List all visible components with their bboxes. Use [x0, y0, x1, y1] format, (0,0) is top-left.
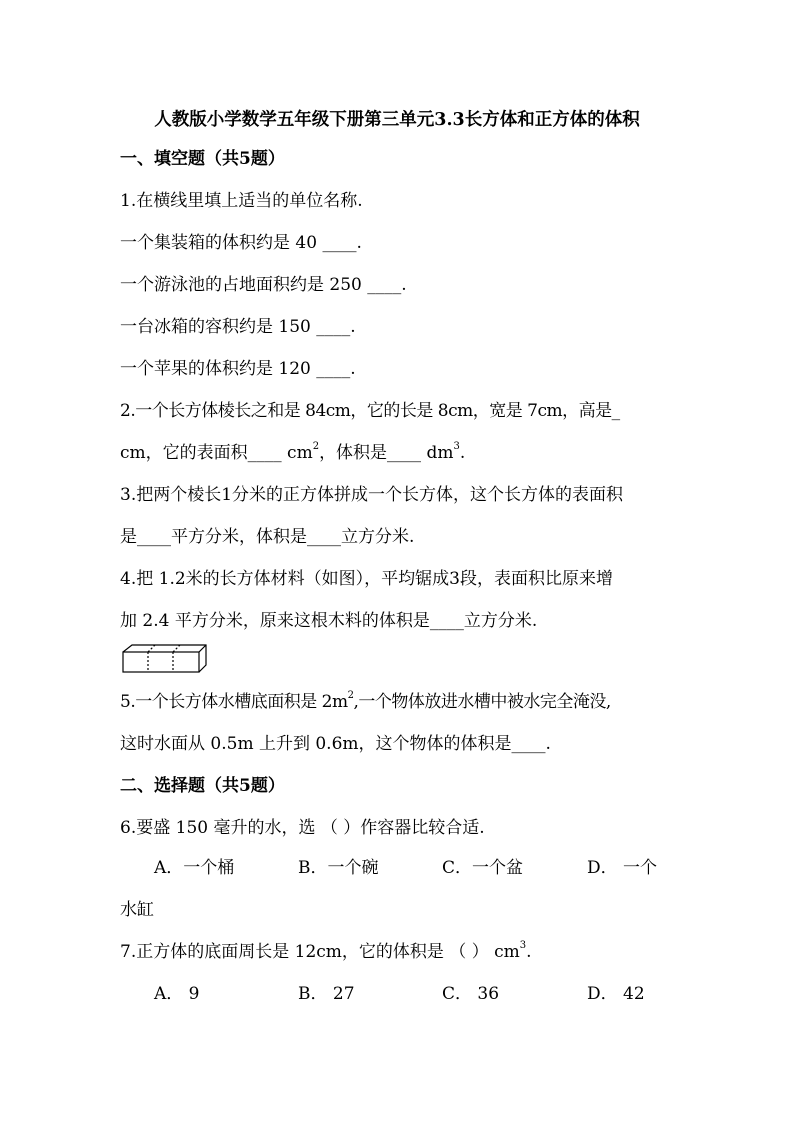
q6-option-c[interactable]: C．一个盆 — [442, 858, 524, 878]
q2-line2a: cm，它的表面积____ cm — [120, 443, 313, 463]
q2-line2 — [120, 442, 465, 464]
q7-sup-3: 3 — [519, 940, 527, 952]
q2-line1: 2.一个长方体棱长之和是 84cm，它的长是 8cm，宽是 7cm，高是_ — [120, 401, 620, 421]
q6-option-a[interactable]: A．一个桶 — [154, 858, 235, 878]
q1-stem: 1.在横线里填上适当的单位名称. — [120, 191, 363, 211]
q7-option-d[interactable]: D． 42 — [587, 984, 645, 1004]
q1-line-container: 一个集装箱的体积约是 40 ____. — [120, 233, 362, 253]
q4-line1: 4.把 1.2米的长方体材料（如图），平均锯成3段，表面积比原来增 — [120, 569, 613, 589]
q2-sup-2: 2 — [312, 441, 320, 453]
q2-sup-3: 3 — [453, 441, 460, 453]
q2-line2b: ，体积是____ dm — [319, 443, 454, 463]
q1-line-pool: 一个游泳池的占地面积约是 250 ____. — [120, 275, 407, 295]
page-title: 人教版小学数学五年级下册第三单元3.3长方体和正方体的体积 — [154, 110, 640, 130]
q3-line1: 3.把两个棱长1分米的正方体拼成一个长方体，这个长方体的表面积 — [120, 485, 624, 505]
q1-line-fridge: 一台冰箱的容积约是 150 ____. — [120, 317, 356, 337]
q7-option-a[interactable]: A． 9 — [154, 984, 200, 1004]
q5-line2: 这时水面从 0.5m 上升到 0.6m，这个物体的体积是____. — [120, 734, 551, 754]
q1-line-apple: 一个苹果的体积约是 120 ____. — [120, 359, 356, 379]
q7-option-b[interactable]: B． 27 — [298, 984, 355, 1004]
q3-line2: 是____平方分米，体积是____立方分米. — [120, 527, 415, 547]
q6-option-b[interactable]: B．一个碗 — [298, 858, 379, 878]
q4-line2: 加 2.4 平方分米，原来这根木料的体积是____立方分米. — [120, 611, 538, 631]
q5-line1 — [120, 691, 611, 713]
q7-stem — [120, 941, 532, 963]
q7-stem-tail: . — [526, 942, 532, 962]
q6-option-d[interactable]: D． 一个 — [587, 858, 658, 878]
q6-stem: 6.要盛 150 毫升的水，选 （ ）作容器比较合适. — [120, 818, 485, 838]
q5-line1b: ,一个物体放进水槽中被水完全淹没, — [353, 692, 611, 712]
section-heading-fill-in: 一、填空题（共5题） — [120, 149, 285, 169]
q6-option-wrap: 水缸 — [120, 900, 154, 920]
q5-sup-2: 2 — [347, 690, 354, 702]
q5-line1a: 5.一个长方体水槽底面积是 2m — [120, 692, 348, 712]
q2-line2c: . — [459, 443, 466, 463]
q7-stem-text: 7.正方体的底面周长是 12cm，它的体积是 （ ） cm — [120, 942, 520, 962]
section-heading-choice: 二、选择题（共5题） — [120, 776, 285, 796]
q7-option-c[interactable]: C． 36 — [442, 984, 500, 1004]
cuboid-figure — [120, 643, 210, 675]
